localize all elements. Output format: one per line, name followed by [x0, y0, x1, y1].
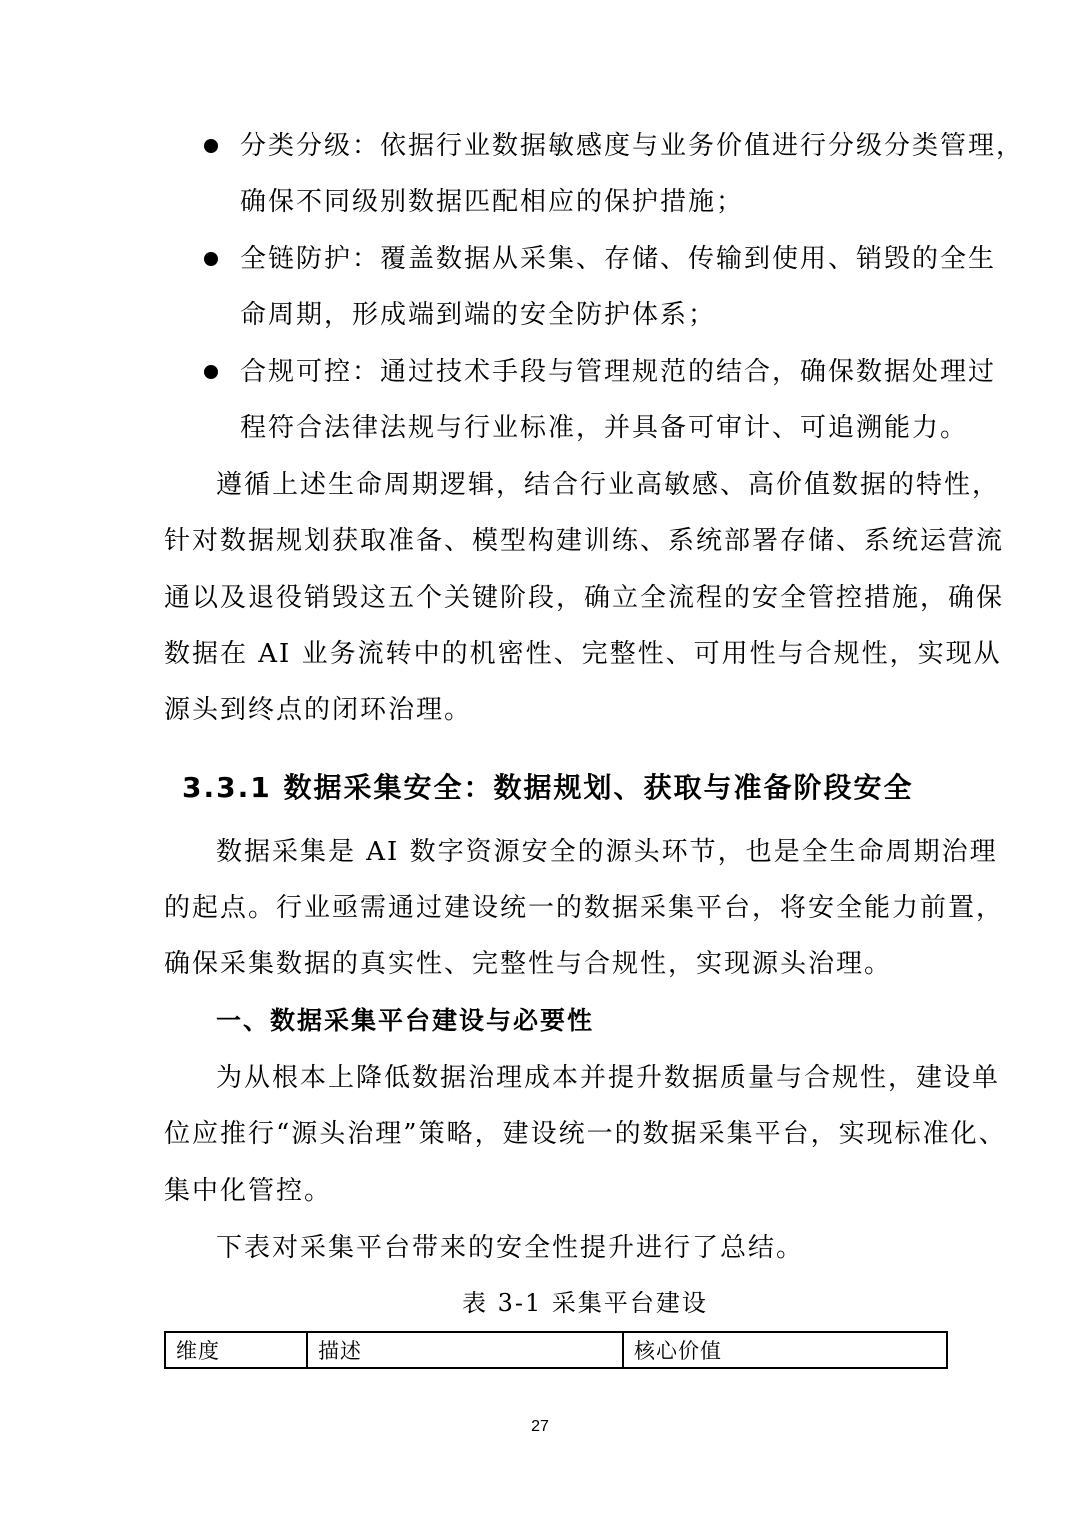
- subheading: 一、数据采集平台建设与必要性: [216, 1006, 595, 1035]
- intro-paragraph-line: 针对数据规划获取准备、模型构建训练、系统部署存储、系统运营流: [164, 526, 1005, 556]
- table-caption: 表 3-1 采集平台建设: [462, 1289, 708, 1317]
- table-intro: 下表对采集平台带来的安全性提升进行了总结。: [216, 1233, 805, 1263]
- sub-paragraph-line: 位应推行“源头治理”策略，建设统一的数据采集平台，实现标准化、: [164, 1119, 1007, 1149]
- platform-table: [164, 1331, 948, 1369]
- bullet-1-line-2: 确保不同级别数据匹配相应的保护措施；: [240, 187, 745, 217]
- bullet-dot-icon: [204, 139, 218, 153]
- section-heading: 3.3.1 数据采集安全：数据规划、获取与准备阶段安全: [182, 771, 914, 804]
- bullet-3-line-2: 程符合法律法规与行业标准，并具备可审计、可追溯能力。: [240, 413, 969, 443]
- bullet-dot-icon: [204, 365, 218, 379]
- sub-paragraph-line: 集中化管控。: [164, 1176, 333, 1206]
- table-header-description: 描述: [307, 1332, 623, 1368]
- bullet-dot-icon: [204, 252, 218, 266]
- section-paragraph-line: 确保采集数据的真实性、完整性与合规性，实现源头治理。: [164, 949, 893, 979]
- bullet-3-line-1: 合规可控：通过技术手段与管理规范的结合，确保数据处理过: [240, 357, 997, 387]
- sub-paragraph-line: 为从根本上降低数据治理成本并提升数据质量与合规性，建设单: [216, 1063, 1001, 1093]
- intro-paragraph-line: 数据在 AI 业务流转中的机密性、完整性、可用性与合规性，实现从: [164, 639, 1002, 669]
- bullet-1-line-1: 分类分级：依据行业数据敏感度与业务价值进行分级分类管理，: [240, 131, 1025, 161]
- table-header-core-value: 核心价值: [623, 1332, 947, 1368]
- intro-paragraph-line: 源头到终点的闭环治理。: [164, 695, 473, 725]
- bullet-2-line-1: 全链防护：覆盖数据从采集、存储、传输到使用、销毁的全生: [240, 244, 997, 274]
- section-paragraph-line: 的起点。行业亟需通过建设统一的数据采集平台，将安全能力前置，: [164, 893, 1005, 923]
- bullet-2-line-2: 命周期，形成端到端的安全防护体系；: [240, 300, 717, 330]
- intro-paragraph-line: 通以及退役销毁这五个关键阶段，确立全流程的安全管控措施，确保: [164, 583, 1005, 613]
- page-number: 27: [531, 1418, 549, 1435]
- table-header-row: [165, 1332, 947, 1368]
- table-header-dimension: 维度: [165, 1332, 307, 1368]
- intro-paragraph-line: 遵循上述生命周期逻辑，结合行业高敏感、高价值数据的特性，: [216, 470, 1001, 500]
- section-paragraph-line: 数据采集是 AI 数字资源安全的源头环节，也是全生命周期治理: [216, 837, 998, 867]
